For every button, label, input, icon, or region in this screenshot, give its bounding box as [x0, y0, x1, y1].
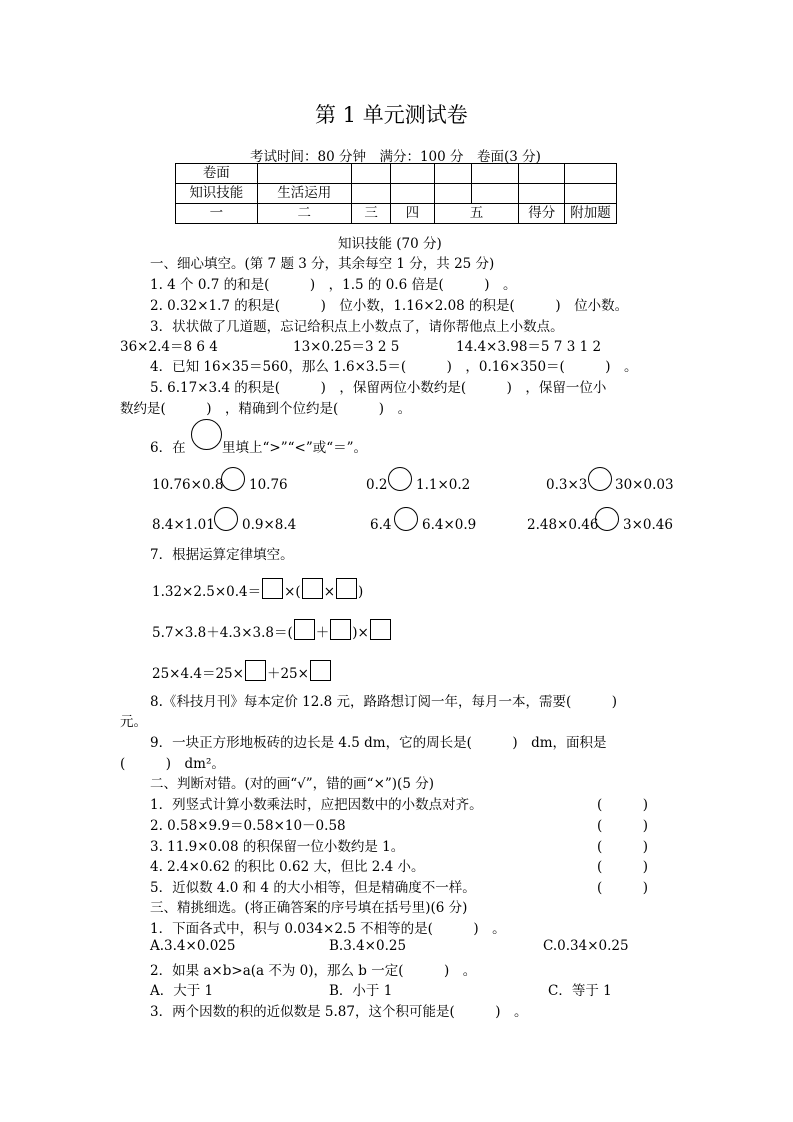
compare-circle[interactable] — [214, 507, 238, 531]
compare-expr: 0.2 — [366, 477, 388, 493]
question-5-line1: 5. 6.17×3.4 的积是( ) ，保留两位小数约是( ) ，保留一位小 — [150, 380, 607, 396]
score-cell — [351, 164, 390, 184]
score-row — [176, 204, 617, 224]
answer-box[interactable] — [310, 660, 331, 681]
question-8-line2: 元。 — [120, 714, 147, 730]
compare-circle[interactable] — [388, 467, 412, 491]
score-cell: 三 — [351, 204, 390, 224]
score-cell: 知识技能 — [176, 184, 258, 204]
question-9-line2: ( ) dm²。 — [120, 756, 225, 772]
compare-expr: 30×0.03 — [615, 477, 674, 493]
score-cell — [519, 184, 565, 204]
score-cell — [434, 184, 471, 204]
part3-heading: 三、精挑细选。(将正确答案的序号填在括号里)(6 分) — [150, 900, 468, 916]
choice-option: B．小于 1 — [329, 983, 393, 999]
score-row — [176, 184, 617, 204]
compare-expr: 3×0.46 — [623, 517, 673, 533]
score-table — [175, 163, 617, 224]
compare-circle[interactable] — [588, 467, 612, 491]
score-cell — [565, 164, 617, 184]
compare-circle[interactable] — [221, 467, 245, 491]
answer-box[interactable] — [336, 578, 357, 599]
score-cell — [434, 164, 471, 184]
answer-box[interactable] — [245, 660, 266, 681]
compare-circle[interactable] — [595, 507, 619, 531]
score-cell — [471, 164, 519, 184]
compare-expr: 6.4×0.9 — [422, 517, 477, 533]
compare-expr: 2.48×0.46 — [527, 517, 599, 533]
score-row — [176, 164, 617, 184]
choice-option: A．大于 1 — [150, 983, 214, 999]
part2-heading: 二、判断对错。(对的画“√”，错的画“×”)(5 分) — [150, 776, 434, 792]
page-title: 第 1 单元测试卷 — [315, 103, 468, 127]
question-7-b-expr: 5.7×3.8＋4.3×3.8＝( — [152, 625, 293, 641]
exam-info: 考试时间：80 分钟 满分：100 分 卷面(3 分) — [250, 149, 541, 165]
question-5-line2: 数约是( ) ，精确到个位约是( ) 。 — [120, 401, 412, 417]
answer-box[interactable] — [262, 578, 283, 599]
judge-bracket[interactable]: ( ) — [597, 839, 649, 855]
choice-question-3: 3．两个因数的积的近似数是 5.87，这个积可能是( ) 。 — [150, 1004, 528, 1020]
choice-option: C.0.34×0.25 — [543, 938, 629, 954]
score-cell: 二 — [257, 204, 351, 224]
question-4: 4．已知 16×35＝560，那么 1.6×3.5＝( ) ，0.16×350＝( ) 。 — [150, 359, 638, 375]
choice-question-2: 2．如果 a×b>a(a 不为 0)，那么 b 一定( ) 。 — [150, 963, 477, 979]
score-cell — [391, 184, 434, 204]
score-cell: 附加题 — [565, 204, 617, 224]
judge-item: 1．列竖式计算小数乘法时，应把因数中的小数点对齐。 — [150, 797, 483, 813]
question-6-suffix: 里填上“>”“<”或“＝”。 — [222, 440, 368, 456]
judge-bracket[interactable]: ( ) — [597, 859, 649, 875]
question-3: 3．状状做了几道题，忘记给积点上小数点了，请你帮他点上小数点。 — [150, 319, 564, 335]
compare-expr: 8.4×1.01 — [152, 517, 215, 533]
score-cell: 卷面 — [176, 164, 258, 184]
choice-option: A.3.4×0.025 — [150, 938, 236, 954]
judge-item: 2. 0.58×9.9＝0.58×10－0.58 — [150, 818, 346, 834]
judge-item: 3. 11.9×0.08 的积保留一位小数约是 1。 — [150, 839, 405, 855]
judge-item: 4. 2.4×0.62 的积比 0.62 大，但比 2.4 小。 — [150, 859, 425, 875]
compare-expr: 1.1×0.2 — [416, 477, 471, 493]
question-9-line1: 9．一块正方形地板砖的边长是 4.5 dm，它的周长是( ) dm，面积是 — [150, 735, 607, 751]
score-cell: 得分 — [519, 204, 565, 224]
question-3-a: 36×2.4＝8 6 4 — [120, 339, 218, 355]
compare-expr: 10.76 — [249, 477, 288, 493]
judge-bracket[interactable]: ( ) — [597, 880, 649, 896]
question-2: 2. 0.32×1.7 的积是( ) 位小数，1.16×2.08 的积是( ) 位小数。 — [150, 298, 629, 314]
score-cell: 一 — [176, 204, 258, 224]
question-7: 7．根据运算定律填空。 — [150, 547, 294, 563]
question-7-c: 25×4.4＝25× ＋25× — [152, 660, 332, 682]
answer-box[interactable] — [370, 619, 391, 640]
question-7-b: 5.7×3.8＋4.3×3.8＝( ＋ )× — [152, 619, 392, 641]
compare-expr: 10.76×0.8 — [152, 477, 224, 493]
choice-option: C．等于 1 — [548, 983, 612, 999]
compare-expr: 6.4 — [370, 517, 392, 533]
score-cell — [471, 184, 519, 204]
choice-option: B.3.4×0.25 — [329, 938, 407, 954]
choice-question-1: 1．下面各式中，积与 0.034×2.5 不相等的是( ) 。 — [150, 921, 506, 937]
question-7-a: 1.32×2.5×0.4＝ ×( × ) — [152, 578, 363, 600]
score-cell: 生活运用 — [257, 184, 351, 204]
answer-box[interactable] — [330, 619, 351, 640]
answer-box[interactable] — [302, 578, 323, 599]
part1-heading: 一、细心填空。(第 7 题 3 分，其余每空 1 分，共 25 分) — [150, 256, 495, 272]
answer-box[interactable] — [294, 619, 315, 640]
question-7-a-expr: 1.32×2.5×0.4＝ — [152, 584, 262, 600]
question-3-c: 14.4×3.98＝5 7 3 1 2 — [456, 339, 602, 355]
judge-bracket[interactable]: ( ) — [597, 818, 649, 834]
compare-expr: 0.9×8.4 — [242, 517, 297, 533]
score-cell: 五 — [434, 204, 519, 224]
score-cell — [257, 164, 351, 184]
question-8-line1: 8.《科技月刊》每本定价 12.8 元，路路想订阅一年，每月一本，需要( ) — [150, 694, 618, 710]
compare-circle[interactable] — [394, 507, 418, 531]
score-cell — [391, 164, 434, 184]
compare-expr: 0.3×3 — [546, 477, 588, 493]
circle-icon — [191, 419, 222, 450]
question-3-b: 13×0.25＝3 2 5 — [293, 339, 400, 355]
score-cell — [565, 184, 617, 204]
score-cell — [351, 184, 390, 204]
question-1: 1. 4 个 0.7 的和是( ) ，1.5 的 0.6 倍是( ) 。 — [150, 277, 517, 293]
judge-item: 5．近似数 4.0 和 4 的大小相等，但是精确度不一样。 — [150, 880, 476, 896]
score-cell: 四 — [391, 204, 434, 224]
question-7-c-expr: 25×4.4＝25× — [152, 666, 244, 682]
score-cell — [519, 164, 565, 184]
judge-bracket[interactable]: ( ) — [597, 797, 649, 813]
question-6-prefix: 6．在 — [150, 440, 186, 456]
section-header: 知识技能 (70 分) — [338, 236, 442, 252]
